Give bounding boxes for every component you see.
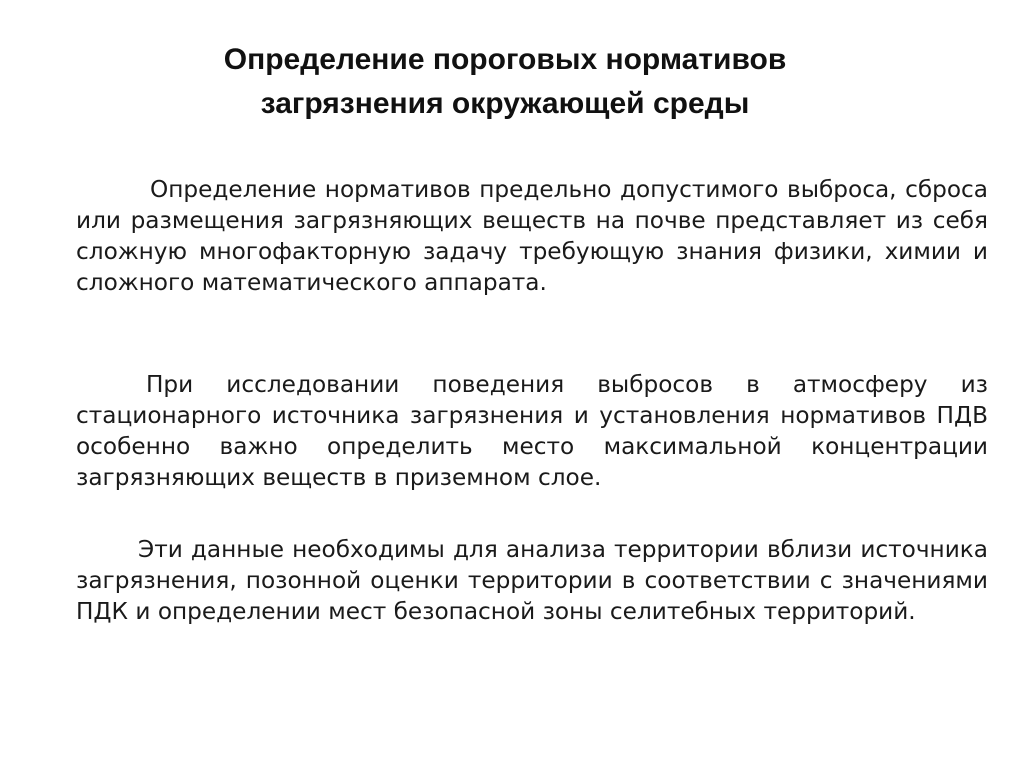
slide-title-line-2: загрязнения окружающей среды bbox=[260, 87, 750, 120]
slide-title-line-1: Определение пороговых нормативов bbox=[223, 43, 787, 76]
slide-title bbox=[80, 38, 930, 126]
paragraph-data-usage: Эти данные необходимы для анализа территории вблизи источника загрязнения, позонной оценки территории в соответствии с значениями ПДК и определении мест безопасной зоны селитебных территорий. bbox=[76, 536, 988, 625]
paragraph-norms-definition: Определение нормативов предельно допустимого выброса, сброса или размещения загрязняющих веществ на почве представляет из себя сложную многофакторную задачу требующую знания физики, химии и сложного математического аппарата. bbox=[76, 176, 988, 296]
paragraph-emission-study: При исследовании поведения выбросов в атмосферу из стационарного источника загрязнения и установления нормативов ПДВ особенно важно определить место максимальной концентрации загрязняющих веществ в приземном слое. bbox=[76, 371, 988, 491]
